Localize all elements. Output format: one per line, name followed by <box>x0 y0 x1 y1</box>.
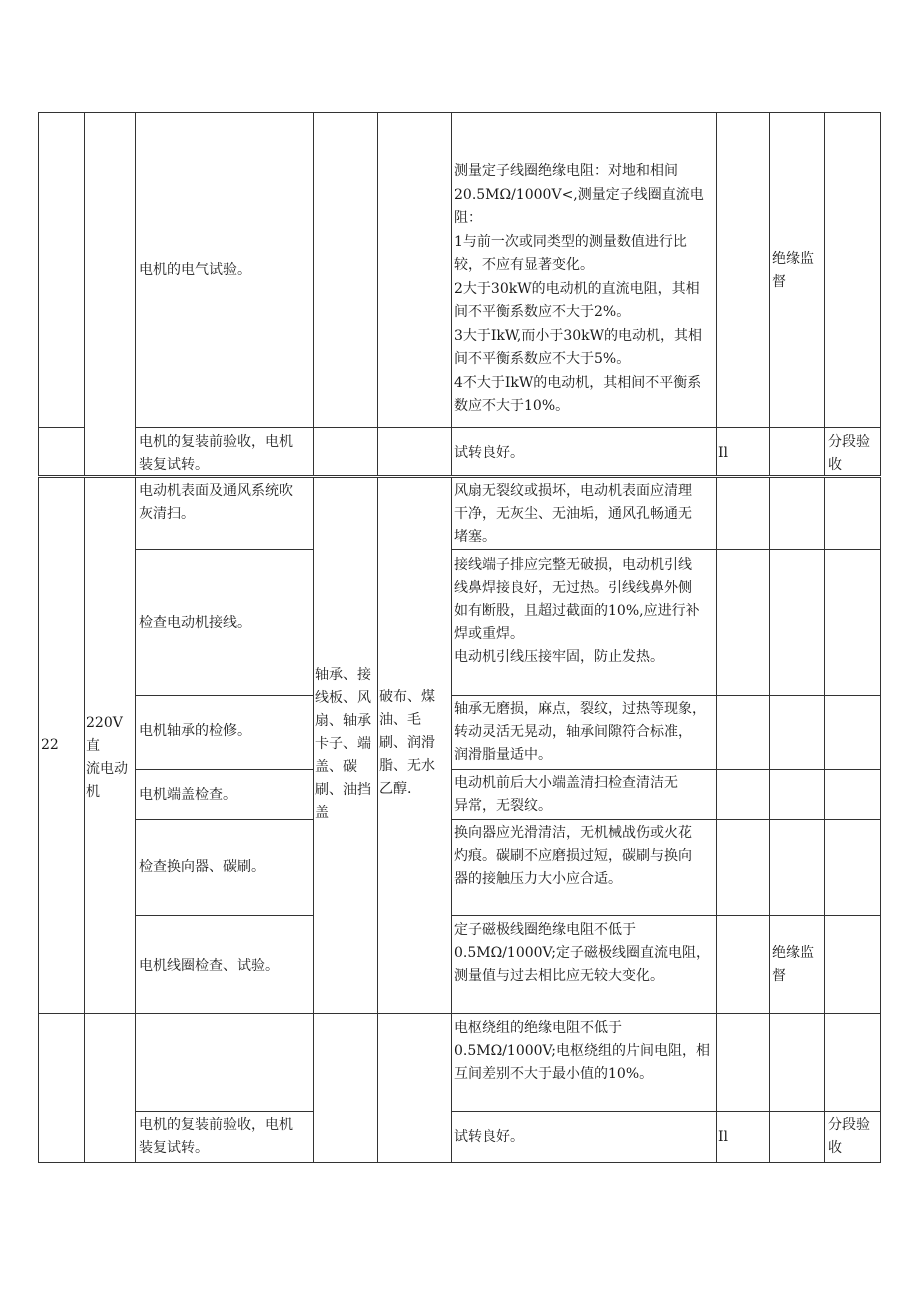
standard-cell: 电动机前后大小端盖清扫检查清洁无 异常，无裂纹。 <box>454 775 678 814</box>
item-cell: 电动机表面及通风系统吹 灰清扫。 <box>139 483 293 522</box>
border <box>313 1013 314 1163</box>
standard-cell: 定子磁极线圈绝缘电阻不低于 0.5MΩ/1000V;定子磁极线圈直流电阻， 测量值与过去相比应无较大变化。 <box>454 922 710 984</box>
border <box>135 769 313 770</box>
border <box>84 1013 85 1163</box>
border <box>451 769 881 770</box>
equipment-name: 220V直 流电动 机 <box>86 715 128 800</box>
item-cell: 电机的复装前验收，电机 装复试转。 <box>139 434 293 473</box>
border <box>84 477 85 1013</box>
border <box>824 477 825 1013</box>
border <box>135 427 881 428</box>
border <box>135 1111 313 1112</box>
border <box>880 477 881 1013</box>
border <box>451 915 881 916</box>
standard-cell: 测量定子线圈绝缘电阻：对地和相间 20.5MΩ/1000V<,测量定子线圈直流电 阻： 1与前一次或同类型的测量数值进行比 较，不应有显著变化。 2大于30kW的电动机的直流电阻，其相 间不平衡系数应不大于2%。 3大于IkW,而小于30kW的电动机，其相 间不平衡系数应不大于5%。 4不大于IkW的电动机，其相间不平衡系 数应不大于10%。 <box>454 163 704 414</box>
border <box>716 112 717 475</box>
item-cell: 电机线圈检查、试验。 <box>139 958 279 974</box>
item-cell: 电机的电气试验。 <box>139 262 251 278</box>
level-cell: Il <box>718 1129 729 1145</box>
border <box>769 477 770 1013</box>
border <box>716 1013 717 1163</box>
border <box>451 477 452 1013</box>
border <box>451 695 881 696</box>
border <box>38 427 85 428</box>
border <box>135 112 136 475</box>
border <box>84 112 85 475</box>
border <box>377 1013 378 1163</box>
border <box>880 112 881 475</box>
standard-cell: 风扇无裂纹或损坏，电动机表面应清理 干净，无灰尘、无油垢，通风孔畅通无 堵塞。 <box>454 483 692 545</box>
row-number: 22 <box>41 737 59 753</box>
standard-cell: 轴承无磨损，麻点，裂纹，过热等现象， 转动灵活无晃动，轴承间隙符合标准， 润滑脂量适中。 <box>454 701 706 763</box>
standard-cell: 换向器应光滑清洁，无机械战伤或火花 灼痕。碳刷不应磨损过短，碳刷与换向 器的接触压力大小应合适。 <box>454 825 692 887</box>
supervision-cell: 绝缘监 督 <box>772 945 814 984</box>
border <box>135 549 313 550</box>
border <box>38 1162 881 1163</box>
materials-cell: 破布、煤 油、毛 刷、润滑 脂、无水 乙醇. <box>379 689 435 797</box>
acceptance-cell: 分段验 收 <box>828 1117 870 1156</box>
border <box>769 1013 770 1163</box>
acceptance-cell: 分段验 收 <box>828 434 870 473</box>
border <box>135 477 136 1013</box>
border <box>38 112 39 475</box>
border <box>451 1013 452 1163</box>
parts-cell: 轴承、接 线板、风 扇、轴承 卡子、端 盖、碳 刷、油挡 盖 <box>315 667 371 821</box>
border <box>38 112 881 113</box>
border <box>769 112 770 475</box>
standard-cell: 接线端子排应完整无破损，电动机引线 线鼻焊接良好，无过热。引线线鼻外侧 如有断股，且超过截面的10%,应进行补 焊或重焊。 电动机引线压接牢固，防止发热。 <box>454 557 700 665</box>
standard-cell: 试转良好。 <box>454 1129 524 1145</box>
border <box>377 112 378 475</box>
border <box>716 477 717 1013</box>
border <box>377 477 378 1013</box>
standard-cell: 电枢绕组的绝缘电阻不低于 0.5MΩ/1000V;电枢绕组的片间电阻，相 互间差别不大于最小值的10%。 <box>454 1020 710 1082</box>
level-cell: Il <box>718 445 729 461</box>
border <box>313 112 314 475</box>
border <box>824 112 825 475</box>
border <box>135 915 313 916</box>
border <box>135 1013 136 1163</box>
border <box>824 1013 825 1163</box>
border <box>451 819 881 820</box>
border <box>451 112 452 475</box>
standard-cell: 试转良好。 <box>454 445 524 461</box>
border <box>451 1111 881 1112</box>
supervision-cell: 绝缘监 督 <box>772 251 814 290</box>
item-cell: 检查电动机接线。 <box>139 615 251 631</box>
border <box>38 477 881 478</box>
border <box>38 1013 39 1163</box>
border <box>38 1013 881 1014</box>
border <box>38 477 39 1013</box>
item-cell: 电机轴承的检修。 <box>139 723 251 739</box>
item-cell: 电机端盖检查。 <box>139 787 237 803</box>
border <box>451 549 881 550</box>
border <box>313 477 314 1013</box>
border <box>135 695 313 696</box>
border <box>135 819 313 820</box>
item-cell: 电机的复装前验收，电机 装复试转。 <box>139 1117 293 1156</box>
item-cell: 检查换向器、碳刷。 <box>139 859 265 875</box>
border <box>880 1013 881 1163</box>
